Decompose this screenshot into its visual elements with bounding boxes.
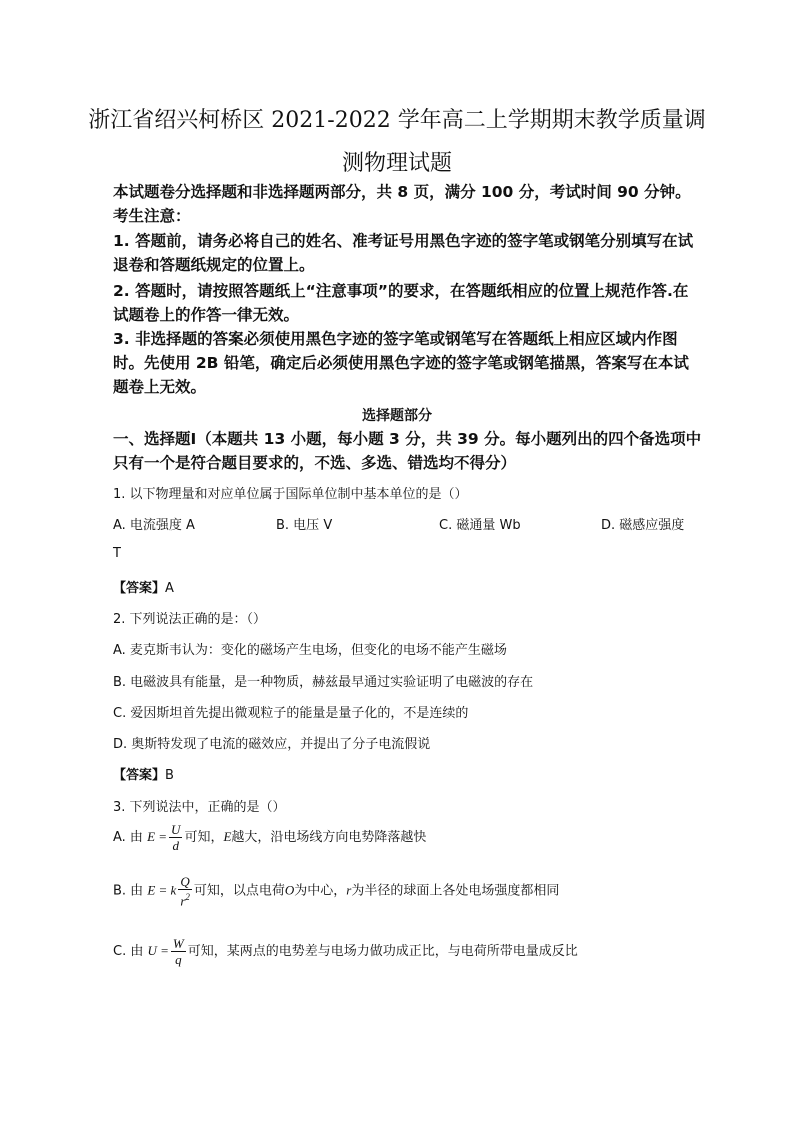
- intro-text: 本试题卷分选择题和非选择题两部分，共 8 页，满分 100 分，考试时间 90 分钟。: [113, 183, 691, 201]
- title-line-1: 浙江省绍兴柯桥区 2021-2022 学年高二上学期期末教学质量调: [88, 108, 706, 133]
- q3-c-denominator: q: [175, 952, 182, 967]
- q3-c-prefix: C. 由: [113, 944, 144, 959]
- q3-option-b: [113, 874, 559, 908]
- q3-c-numerator: W: [172, 936, 184, 951]
- notice-item-2: 2. 答题时，请按照答题纸上“注意事项”的要求，在答题纸相应的位置上规范作答.在试题卷上的作答一律无效。: [113, 282, 689, 324]
- q3-a-prefix: A. 由: [113, 830, 143, 845]
- q3-b-denominator-wrap: [178, 890, 192, 908]
- q3-b-mid: 为中心，: [294, 883, 347, 899]
- q3-option-a: [113, 822, 426, 853]
- q3-b-lhs: E = k: [147, 882, 177, 898]
- q3-a-rest: 越大，沿电场线方向电势降落越快: [231, 830, 427, 845]
- q3-b-rest: 为半径的球面上各处电场强度都相同: [351, 883, 560, 899]
- q1-option-a: A. 电流强度 A: [113, 518, 195, 533]
- q2-option-c: C. 爱因斯坦首先提出微观粒子的能量是量子化的，不是连续的: [113, 706, 469, 721]
- q2-option-a: A. 麦克斯韦认为：变化的磁场产生电场，但变化的电场不能产生磁场: [113, 643, 507, 658]
- q1-answer-value: A: [165, 581, 174, 596]
- title-line-2: 测物理试题: [341, 151, 452, 176]
- q3-option-c: [113, 936, 578, 967]
- q2-answer: [113, 764, 174, 783]
- q3-c-fraction: [171, 936, 186, 967]
- q2-option-d: D. 奥斯特发现了电流的磁效应，并提出了分子电流假说: [113, 737, 431, 752]
- q3-a-var: E: [223, 829, 232, 844]
- q3-b-denominator: r: [180, 893, 186, 909]
- q3-a-fraction: [169, 822, 182, 853]
- q1-answer-label: 【答案】: [113, 581, 166, 596]
- q3-b-fraction: [178, 874, 192, 908]
- q3-b-var-2: r: [346, 882, 352, 898]
- q3-b-post: 可知，以点电荷: [193, 883, 285, 899]
- q3-a-post: 可知，: [184, 830, 224, 845]
- q3-b-var-1: O: [284, 882, 295, 898]
- q2-option-b: B. 电磁波具有能量，是一种物质，赫兹最早通过实验证明了电磁波的存在: [113, 675, 534, 690]
- notice-item-3: 3. 非选择题的答案必须使用黑色字迹的签字笔或钢笔写在答题纸上相应区域内作图时。先使用 2B 铅笔，确定后必须使用黑色字迹的签字笔或钢笔描黑，答案写在本试题卷上无效。: [113, 330, 689, 396]
- q3-a-numerator: U: [171, 822, 181, 837]
- q2-answer-value: B: [165, 768, 174, 783]
- q3-stem: 3. 下列说法中，正确的是（）: [113, 800, 286, 815]
- q1-stem: 1. 以下物理量和对应单位属于国际单位制中基本单位的是（）: [113, 487, 468, 502]
- notice-item-1: 1. 答题前，请务必将自己的姓名、准考证号用黑色字迹的签字笔或钢笔分别填写在试退卷和答题纸规定的位置上。: [113, 232, 694, 274]
- q3-c-lhs: U =: [147, 943, 169, 958]
- q3-b-prefix: B. 由: [113, 883, 144, 899]
- section-heading: 一、选择题Ⅰ（本题共 13 小题，每小题 3 分，共 39 分。每小题列出的四个备选项中只有一个是符合题目要求的，不选、多选、错选均不得分）: [113, 430, 702, 472]
- q3-a-lhs: E =: [147, 829, 168, 844]
- q3-b-numerator: Q: [178, 874, 192, 890]
- q1-option-d: D. 磁感应强度: [601, 518, 685, 533]
- q2-stem: 2. 下列说法正确的是：（）: [113, 612, 267, 627]
- q3-b-exponent: 2: [185, 892, 190, 902]
- q1-answer: [113, 577, 174, 596]
- section-title: 选择题部分: [362, 408, 432, 424]
- q2-answer-label: 【答案】: [113, 768, 166, 783]
- notice-heading: 考生注意：: [113, 207, 191, 225]
- q1-option-c: C. 磁通量 Wb: [439, 518, 521, 533]
- q1-option-b: B. 电压 V: [276, 518, 333, 533]
- q1-option-d-cont: T: [113, 546, 121, 561]
- q3-c-post: 可知，某两点的电势差与电场力做功成正比，与电荷所带电量成反比: [187, 944, 578, 959]
- q3-a-denominator: d: [172, 838, 179, 853]
